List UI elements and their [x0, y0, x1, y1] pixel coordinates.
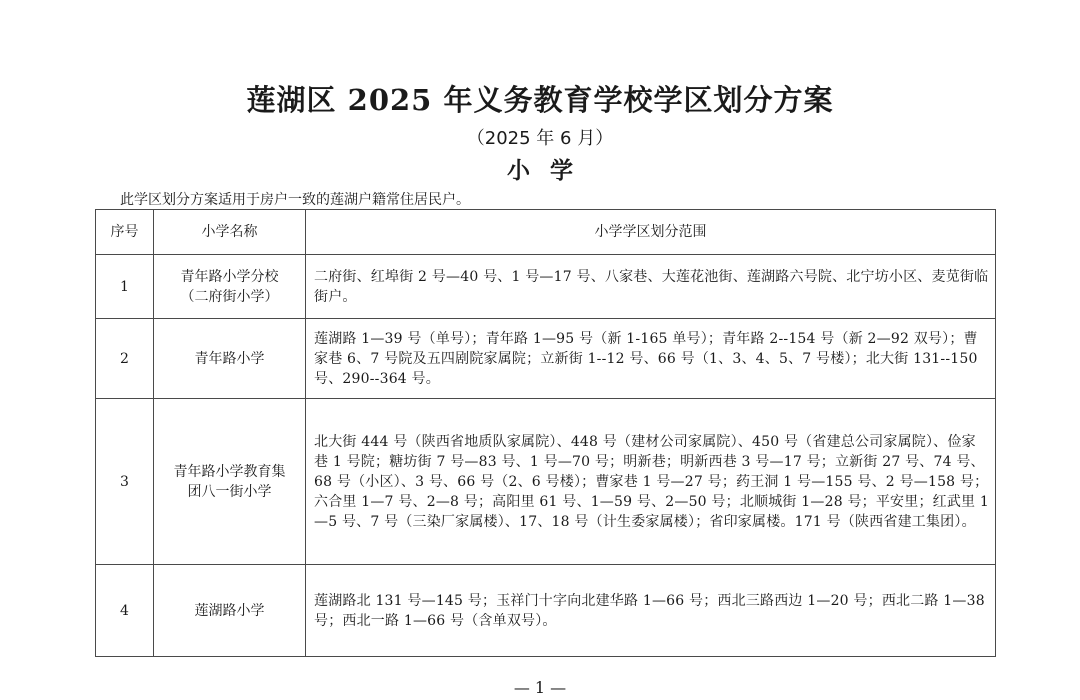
district-range: 二府街、红埠街 2 号—40 号、1 号—17 号、八家巷、大莲花池街、莲湖路六号院、北宁坊小区、麦苋街临街户。 [306, 255, 996, 319]
table-row [96, 565, 996, 657]
table-row [96, 319, 996, 399]
school-district-table [95, 209, 996, 657]
district-range: 莲湖路 1—39 号（单号）；青年路 1—95 号（新 1-165 单号）；青年路 2--154 号（新 2—92 双号）；曹家巷 6、7 号院及五四剧院家属院；立新街 1--12 号、66 号（1、3、4、5、7 号楼）；北大街 131--150 号、290--364 号。 [306, 319, 996, 399]
school-name: 青年路小学 [154, 319, 306, 399]
row-number: 1 [96, 255, 154, 319]
document-date: （2025 年 6 月） [466, 128, 614, 149]
table-header-row [96, 210, 996, 255]
row-number: 3 [96, 399, 154, 565]
intro-paragraph: 此学区划分方案适用于房户一致的莲湖户籍常住居民户。 [120, 192, 470, 208]
header-school-name: 小学名称 [154, 210, 306, 255]
table-row [96, 255, 996, 319]
row-number: 2 [96, 319, 154, 399]
school-name: 莲湖路小学 [154, 565, 306, 657]
section-heading: 小学 [507, 157, 593, 184]
page-number: — 1 — [513, 678, 567, 697]
row-number: 4 [96, 565, 154, 657]
school-name: 青年路小学分校（二府街小学） [154, 255, 306, 319]
district-range: 北大街 444 号（陕西省地质队家属院）、448 号（建材公司家属院）、450 号（省建总公司家属院）、俭家巷 1 号院；糖坊街 7 号—83 号、1 号—70 号；明新巷；明新西巷 3 号—17 号；立新街 27 号、74 号、68 号（小区）、3 号、66 号（2、6 号楼）；曹家巷 1 号—27 号；药王洞 1 号—155 号、2 号—158 号；六合里 1—7 号、2—8 号；高阳里 61 号、1—59 号、2—50 号；北顺城街 1—28 号；平安里；红武里 1—5 号、7 号（三染厂家属楼）、17、18 号（计生委家属楼）；省印家属楼。171 号（陕西省建工集团）。 [306, 399, 996, 565]
header-district-range: 小学学区划分范围 [306, 210, 996, 255]
district-range: 莲湖路北 131 号—145 号；玉祥门十字向北建华路 1—66 号；西北三路西边 1—20 号；西北二路 1—38 号；西北一路 1—66 号（含单双号）。 [306, 565, 996, 657]
school-name: 青年路小学教育集团八一街小学 [154, 399, 306, 565]
table-row [96, 399, 996, 565]
header-number: 序号 [96, 210, 154, 255]
document-title: 莲湖区 2025 年义务教育学校学区划分方案 [246, 83, 834, 117]
